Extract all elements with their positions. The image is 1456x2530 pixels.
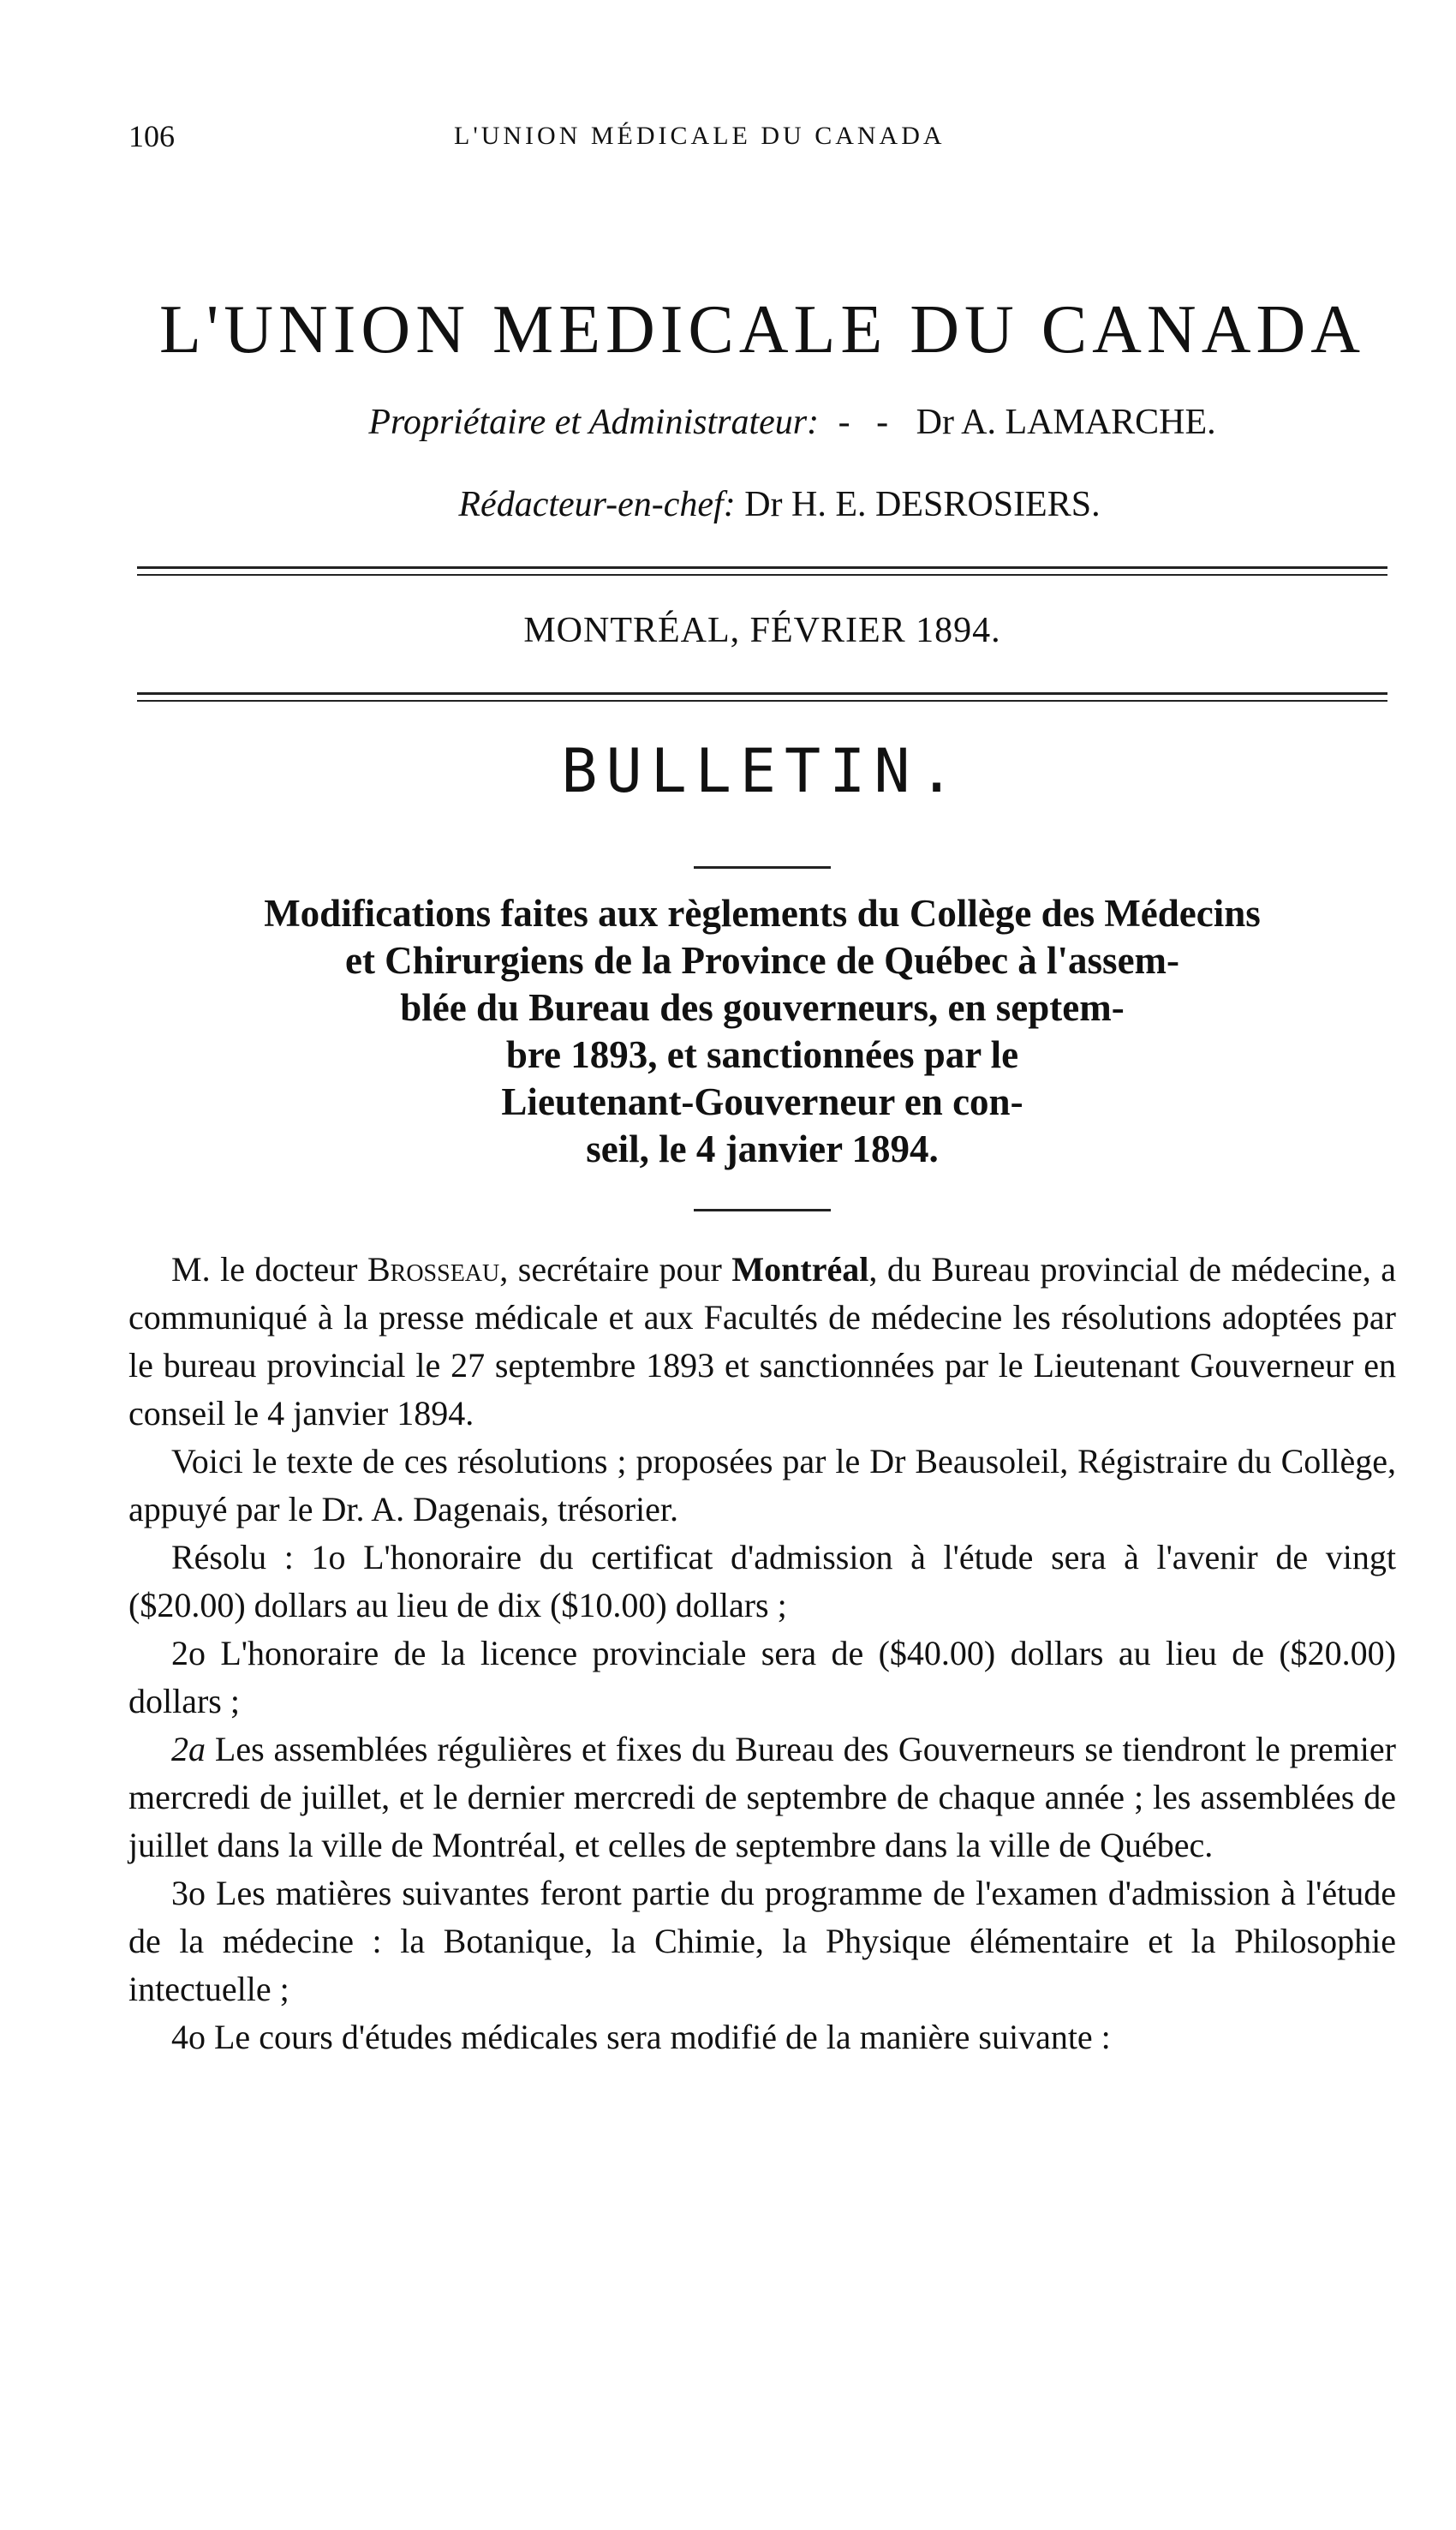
editor-role: Rédacteur-en-chef:: [458, 485, 736, 524]
article-body: [128, 1246, 1396, 2061]
body-paragraph: Résolu : 1o L'honoraire du certificat d'admission à l'étude sera à l'avenir de vingt ($20.00) dollars au lieu de dix ($10.00) dollars ;: [128, 1538, 1396, 1624]
running-head-journal-title: L'UNION MÉDICALE DU CANADA: [454, 122, 946, 150]
article-heading: [128, 890, 1396, 1173]
divider-rule: [137, 566, 1387, 576]
p5-text: Les assemblées régulières et fixes du Bureau des Gouverneurs se tiendront le premier mercredi de juillet, et le dernier mercredi de septembre de chaque année ; les assemblées de juillet dans la ville de Montréal, et celles de septembre dans la ville de Québec.: [128, 1730, 1396, 1864]
article-heading-line: blée du Bureau des gouverneurs, en septem-: [400, 986, 1125, 1029]
p1-text-a: M. le docteur: [171, 1250, 367, 1289]
divider-rule: [137, 692, 1387, 702]
owner-name: Dr A. LAMARCHE.: [916, 403, 1216, 442]
body-paragraph: Voici le texte de ces résolutions ; proposées par le Dr Beausoleil, Régistraire du Collège, appuyé par le Dr. A. Dagenais, trésorier.: [128, 1442, 1396, 1528]
section-title: BULLETIN.: [561, 736, 964, 806]
article-heading-line: bre 1893, et sanctionnées par le: [505, 1033, 1019, 1076]
article-heading-line: Lieutenant-Gouverneur en con-: [501, 1080, 1023, 1123]
article-heading-line: et Chirurgiens de la Province de Québec à l'assem-: [344, 939, 1180, 982]
masthead-editor-line: [128, 484, 1396, 525]
journal-page: [128, 103, 1396, 2061]
body-paragraph: [128, 1246, 1396, 1438]
item-label: 2a: [171, 1730, 206, 1768]
body-paragraph: 3o Les matières suivantes feront partie du programme de l'examen d'admission à l'étude de la médecine : la Botanique, la Chimie, la Physique élémentaire et la Philosophie intectuelle ;: [128, 1874, 1396, 2008]
p1-text-b: , secrétaire pour: [499, 1250, 732, 1289]
article-heading-line: seil, le 4 janvier 1894.: [586, 1127, 939, 1170]
article-heading-line: Modifications faites aux règlements du Collège des Médecins: [264, 892, 1261, 935]
body-paragraph: [128, 1726, 1396, 1869]
running-head: [128, 103, 1396, 154]
p1-text-c: , du Bureau provincial de médecine, a communiqué à la presse médicale et aux Facultés de médecine les résolutions adoptées par le bureau provincial le 27 septembre 1893 et sanctionnées par le Lieutenant Gouverneur en conseil le 4 janvier 1894.: [128, 1250, 1396, 1432]
city-name: Montréal: [731, 1250, 869, 1289]
body-paragraph: 2o L'honoraire de la licence provinciale sera de ($40.00) dollars au lieu de ($20.00) dollars ;: [128, 1634, 1396, 1720]
editor-name: Dr H. E. DESROSIERS.: [744, 485, 1101, 524]
masthead-owner-line: [128, 402, 1396, 443]
short-divider: [694, 1209, 831, 1211]
owner-dash: - -: [838, 403, 898, 442]
owner-role: Propriétaire et Administrateur:: [368, 403, 820, 442]
short-divider: [694, 866, 831, 869]
dateline: MONTRÉAL, FÉVRIER 1894.: [523, 611, 1001, 650]
page-number: 106: [128, 119, 175, 153]
secretary-name: Brosseau: [367, 1250, 500, 1289]
masthead-title: L'UNION MEDICALE DU CANADA: [158, 292, 1366, 368]
body-paragraph: 4o Le cours d'études médicales sera modifié de la manière suivante :: [171, 2018, 1111, 2056]
